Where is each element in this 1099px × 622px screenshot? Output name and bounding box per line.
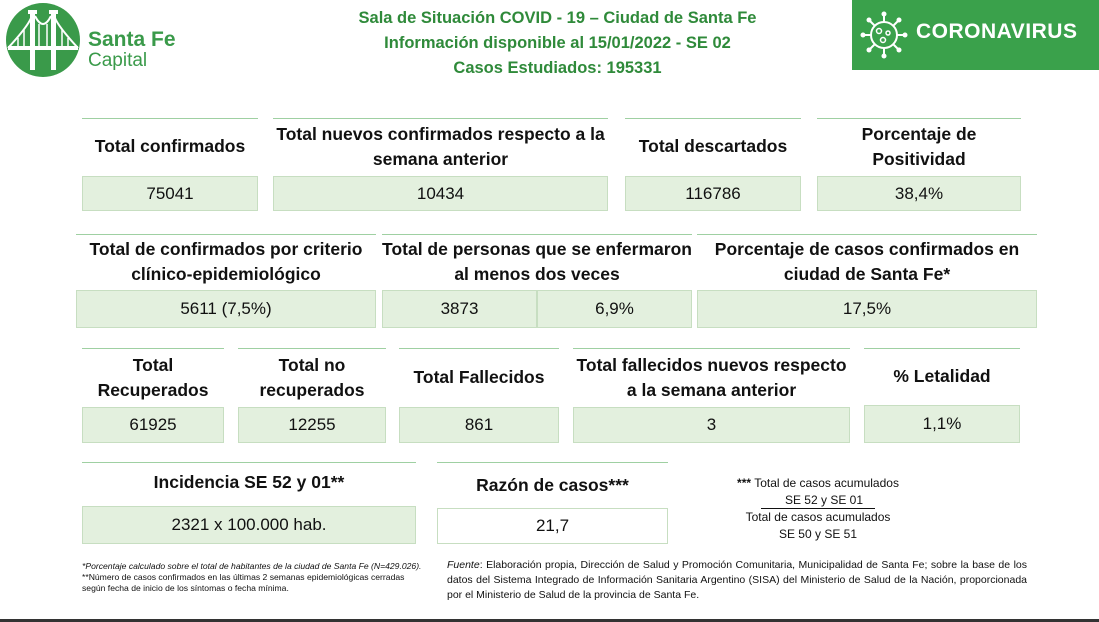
razon-casos-value: 21,7 [437,508,668,544]
razon-note-line3: Total de casos acumulados [745,510,891,524]
razon-note-line4: SE 50 y SE 51 [778,526,858,541]
source-note [447,558,1027,603]
bridge-icon [4,2,82,78]
razon-note-stars: *** [737,476,752,490]
fallecidos-label: Total Fallecidos [399,348,559,406]
header-date: Información disponible al 15/01/2022 - SE 02 [384,34,731,52]
badge-text: CORONAVIRUS [916,20,1078,43]
nuevos-confirmados-value: 10434 [273,176,608,211]
footnote-2: **Número de casos confirmados en las últimas 2 semanas epidemiológicas cerradas según fecha de inicio de los síntomas o fecha mínima. [82,572,405,593]
positividad-label: Porcentaje de Positividad [817,118,1021,174]
incidencia-value: 2321 x 100.000 hab. [82,506,416,544]
source-text: : Elaboración propia, Dirección de Salud y Promoción Comunitaria, Municipalidad de Santa Fe; sobre la base de los datos del Sistema Integrado de Información Sanitaria Argentino (SISA) del Ministerio de Salud de la Nación, proporcionada por el Ministerio de Salud de la provincia de Santa Fe. [447,559,1027,601]
reinfeccion-pct: 6,9% [537,290,692,328]
letalidad-label: % Letalidad [864,348,1020,404]
logo-line2: Capital [88,50,148,71]
total-confirmados-label: Total confirmados [82,118,258,174]
razon-casos-label: Razón de casos*** [437,462,668,508]
coronavirus-badge [852,0,1099,70]
total-confirmados-value: 75041 [82,176,258,211]
reinfeccion-value: 3873 [382,290,537,328]
fallecidos-value: 861 [399,407,559,443]
santa-fe-capital-logo [0,0,200,80]
footnote-1: *Porcentaje calculado sobre el total de habitantes de la ciudad de Santa Fe (N=429.026). [82,561,422,571]
descartados-value: 116786 [625,176,801,211]
criterio-clinico-value: 5611 (7,5%) [76,290,376,328]
header-cases-studied: Casos Estudiados: 195331 [453,59,662,77]
no-recuperados-value: 12255 [238,407,386,443]
recuperados-value: 61925 [82,407,224,443]
footnotes [82,561,422,594]
reinfeccion-label: Total de personas que se enfermaron al menos dos veces [382,234,692,289]
positividad-value: 38,4% [817,176,1021,211]
incidencia-label: Incidencia SE 52 y 01** [82,462,416,502]
logo-line1: Santa Fe [88,28,176,51]
fallecidos-nuevos-value: 3 [573,407,850,443]
razon-note-line1: Total de casos acumulados [754,476,899,490]
virus-icon [860,11,908,59]
report-header [250,6,865,81]
criterio-clinico-label: Total de confirmados por criterio clínico-epidemiológico [76,234,376,289]
header-title: Sala de Situación COVID - 19 – Ciudad de Santa Fe [358,9,757,27]
fallecidos-nuevos-label: Total fallecidos nuevos respecto a la semana anterior [573,348,850,406]
descartados-label: Total descartados [625,118,801,174]
no-recuperados-label: Total no recuperados [238,348,386,406]
casos-ciudad-value: 17,5% [697,290,1037,328]
nuevos-confirmados-label: Total nuevos confirmados respecto a la semana anterior [273,118,608,174]
recuperados-label: Total Recuperados [82,348,224,406]
razon-formula-note [718,475,918,542]
casos-ciudad-label: Porcentaje de casos confirmados en ciudad de Santa Fe* [697,234,1037,289]
source-label: Fuente [447,559,480,571]
razon-note-line2: SE 52 y SE 01 [761,492,875,510]
letalidad-value: 1,1% [864,405,1020,443]
